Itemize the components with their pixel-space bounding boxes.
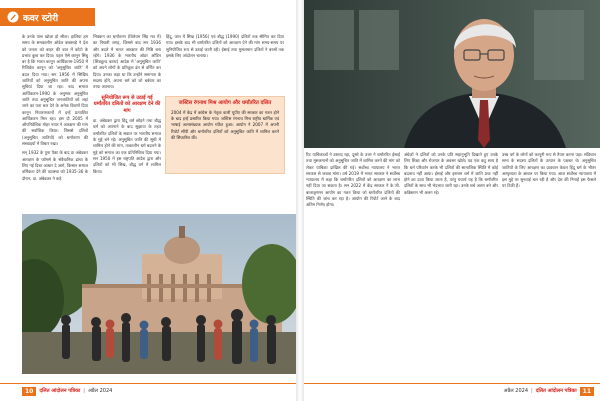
article-text: भिक्कन का धर्मांतरण (विलेयम सिंह मत में) का निचली जगह, जिससे बाद सन 1936 और बदले में भारत आरक्षण की निष्ठि बना रहेंगे। 1936 के भारतीय ओडर आँडिन (शिड्यूल्ड कास्ट) आदेश में 'अनुसूचित जाति' को अपने लोगों के प्रतिकूल ढंग से वर्णित कर दिया। उनका कहा था कि उन्होंने समानता के सदस्य होंगे, अपना धर्म को जो बर्बरता का तरफ अपनाय। (93, 34, 161, 90)
footer-separator: | (83, 388, 85, 394)
sidebar-box-text: 2004 में केंद्र में कांग्रेस के नेतृत्व वाली यूपीए की सरकार का गठन होने के बाद इन्हें प्रसारित किया गया। जस्टिस रंगनाथ मिश्र राष्ट्रीय धार्मिक एवं भाषाई अल्पसंख्यक आयोग गठित हुआ। आयोग ने 2007 में अपनी रिपोर्ट सौंपी और धर्मांतरित दलितों को अनुसूचित जाति में शामिल करने की सिफारिश की। (171, 110, 279, 140)
section-banner (0, 8, 95, 26)
issue-date: अप्रैल 2024 (503, 388, 529, 394)
article-text: रिट याचिकाओं ने उस्ताद रहा, दूसरे के उत्तर ने धर्मांतरित ईसाई तथा मुसलमानों को अनुसूचित जाति में शामिल करने की मांग को लेकर याचिका दाखिल की गई। सर्वोच्च न्यायालय ने भारत सरकार से जवाब मांगा। वर्ष 2019 में भारत सरकार ने सर्वोच्च न्यायालय में कहा कि धर्मांतरित दलितों को आरक्षण का लाभ नहीं दिया जा सकता है। सन 2022 में केंद्र सरकार ने के.जी. बालाकृष्णन आयोग का गठन किया जो धर्मांतरित दलितों की स्थिति की जांच कर रहा है। आयोग की रिपोर्ट आने के बाद अंतिम निर्णय होगा। (306, 152, 400, 208)
footer-separator: | (531, 388, 533, 394)
right-column-1 (306, 152, 400, 380)
supreme-court-photo (22, 214, 296, 374)
article-text: सन् 1932 के पूना पैक्ट के बाद डा अंबेडकर आरक्षण के फॉमर्स के संवैधानिक ढांचा के लिए नई दिशा आधार दे आगे, किसान समाज धर्मिकता देने की व्यवस्था को 1935-36 के दौरान, डा. अंबेडकर ने कहे (22, 150, 88, 181)
left-column-3 (166, 34, 284, 94)
right-footer (504, 385, 594, 397)
article-text: डा. अंबेडकर द्वारा हिंदू धर्म छोड़ने तथा बौद्ध धर्म को अपनाने के बाद सुझाया के तहत धर्मांतरित दलितों के सवाल पर भारतीय समाज के मुद्दे बने रहे। अनुसूचित जाति की सूची में शामिल होने की मांग, तत्कालीन धर्म बदलने के मुद्दे को समाज का एक प्रतिनिधित्व दिया गया। सन 1950 में इस राष्ट्रपति आदेश द्वारा और दलितों को भी सिख, बौद्ध वर्ग में शामिल किया। (93, 118, 161, 174)
left-column-2 (93, 34, 161, 209)
article-text: हिंदू, जान में सिख (1956) एवं बौद्ध (1990) दलितों तक सीमित कर दिया गया। इसके बाद भी धर्मांतरित दलितों को आरक्षण देने की मांग समय-समय पर सुनियोजित रूप से उठाई जाती रही। ईसाई तथा मुसलमान दलितों ने बरसों तक इसके लिए आंदोलन चलाया। (166, 34, 284, 58)
right-page (304, 0, 600, 401)
magazine-name: दलित आंदोलन पत्रिका (39, 388, 81, 394)
left-page (0, 0, 296, 401)
page-number: 10 (22, 387, 36, 396)
page-gutter (296, 0, 304, 401)
footer-rule (0, 383, 296, 384)
portrait-photo (304, 0, 600, 148)
article-text: अंग्रेज़ों ने दलितों को उनके प्रति सहानुभूति दिखाते हुए उनके लिए शिक्षा और रोजगार के अवसर खोले। यह एक कटु सत्य है कि धर्म परिवर्तन करके भी दलितों की सामाजिक स्थिति में कोई बदलाव नहीं आया। ईसाई और इस्लाम धर्म में जाति प्रथा नहीं होने का दावा किया जाता है, परंतु यथार्थ यह है कि धर्मांतरित दलितों के साथ भी भेदभाव जारी रहा। उनके चर्च अलग बने और कब्रिस्तान भी अलग रहे। (404, 152, 498, 195)
pen-icon (6, 10, 20, 24)
subheading: सुनियोजित रूप से उठाई गई धर्मांतरित दलितों को आरक्षण देने की मांग (93, 94, 161, 114)
section-title: कवर स्टोरी (23, 13, 59, 24)
magazine-name: दलित आंदोलन पत्रिका (535, 388, 577, 394)
issue-date: अप्रैल 2024 (87, 388, 113, 394)
footer-rule (304, 383, 600, 384)
left-footer (22, 385, 112, 397)
right-column-2 (404, 152, 498, 380)
article-text: उच्च वर्ग के लोगों को कानूनी रूप से तैयार करना पड़ा। संविधान सभा के सदस्य दलितों के उत्थान के पक्षधर थे। अनुसूचित जातियों के लिए आरक्षण का प्रावधान केवल हिंदू धर्म के भीतर अस्पृश्यता के आधार पर किया गया। आज सर्वोच्च न्यायालय में इस मुद्दे पर सुनवाई चल रही है और देश की निगाहें इस फैसले पर टिकी हैं। (502, 152, 596, 189)
article-text: के उनके पास खोज़ा हो सीता। हालिया हम समय के समकालीन ओडेल बाबसाहे ने देश को जनता को बाहर की बात में कोटो के प्रभाव कुछ कर दिया। पहल ऐसे कानून सिंधु बर है कि भारत कानून आर्थिकतम-1950 में रिजिवेश कानून को 'अनुसूचित जाति' में बदल दिया गया। सन 1956 में सिखिय जातियों को अनुसूचित जाति की अपना सूचियां दिया जा रहा। बाद समाज आर्थिकतम-1990 के अनुसार अनुसूचित जाति तथा अनुसूचित जनजातियों को जहां जाने का पता चल देने के अनेक वित्रणों दिया कानून निवारणकानों में इन्हें प्रत्याशित आर्थिकतम मिल रहा। इस दौ 2005 में औपनिवेशिक मोहर नायर ने आरक्षण की मांग की सर्वाधिक किया। जिससे दलितों (अनुसूचित जातियों) को धर्मांतरण की सच्चाइयों में विचार रखा। (22, 34, 88, 147)
left-column-1 (22, 34, 88, 209)
right-column-3 (502, 152, 596, 380)
sidebar-box (165, 96, 285, 174)
sidebar-box-title: जस्टिस रंगनाथ मिश्र आयोग और धर्मांतरित दलित (178, 100, 272, 106)
page-number: 11 (580, 387, 594, 396)
